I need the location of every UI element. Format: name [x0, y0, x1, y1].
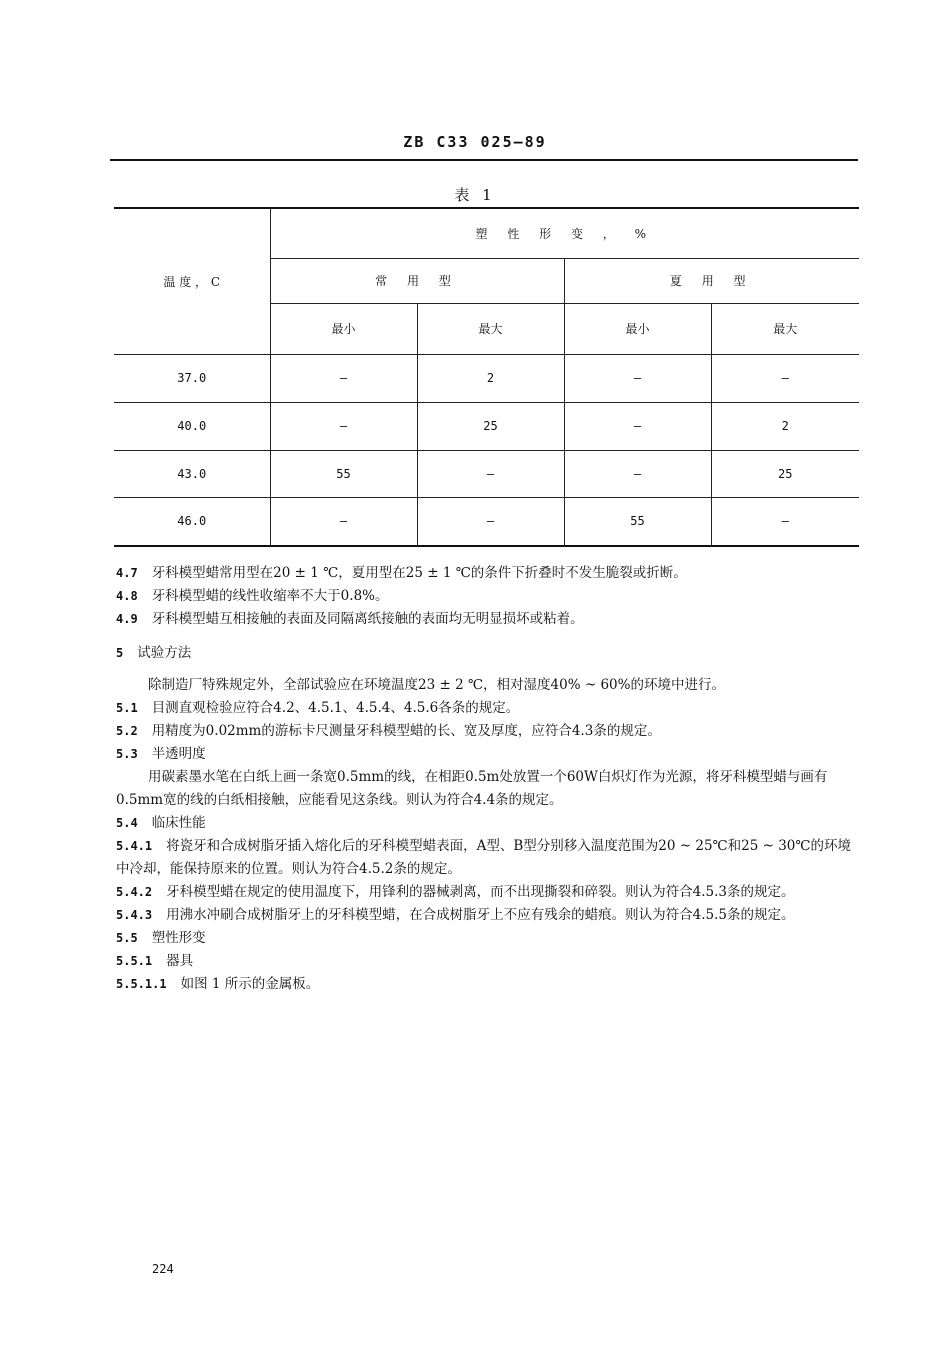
- temperature-cell: 37.0: [114, 354, 270, 402]
- clause-text: 用沸水冲刷合成树脂牙上的牙科模型蜡，在合成树脂牙上不应有残余的蜡痕。则认为符合4.5.5条的规定。: [166, 907, 795, 923]
- clause-number: 5.4.1: [116, 839, 153, 853]
- table-row: [114, 354, 859, 402]
- clause-5-1: [116, 697, 864, 720]
- clause-number: 4.8: [116, 589, 138, 603]
- clause-title: 塑性形变: [151, 930, 206, 946]
- clause-5-2: [116, 720, 864, 743]
- temperature-cell: 40.0: [114, 402, 270, 450]
- clause-text: 将瓷牙和合成树脂牙插入熔化后的牙科模型蜡表面，A型、B型分别移入温度范围为20 ~ 25℃和25 ~ 30℃的环境中冷却，能保持原来的位置。则认为符合4.5.2条的规定。: [116, 838, 851, 877]
- table-row: [114, 450, 859, 497]
- value-cell: —: [564, 402, 711, 450]
- clause-text: 目测直观检验应符合4.2、4.5.1、4.5.4、4.5.6各条的规定。: [151, 700, 520, 716]
- clause-4-9: [116, 608, 864, 631]
- clause-text: 如图 1 所示的金属板。: [180, 976, 320, 992]
- summer-type-header: 夏 用 型: [564, 258, 859, 303]
- value-cell: 55: [270, 450, 417, 497]
- clause-5-4-2: [116, 881, 864, 904]
- value-cell: —: [270, 402, 417, 450]
- standard-code-header: ZB C33 025—89: [403, 133, 547, 151]
- clause-4-7: [116, 562, 864, 585]
- clause-5-3-text: 用碳素墨水笔在白纸上画一条宽0.5mm的线，在相距0.5m处放置一个60W白炽灯作为光源，将牙科模型蜡与画有0.5mm宽的线的白纸相接触，应能看见这条线。则认为符合4.4条的规定。: [116, 769, 828, 808]
- plastic-deformation-header: 塑 性 形 变 ， %: [270, 208, 859, 258]
- page-number: 224: [152, 1262, 174, 1276]
- value-cell: —: [270, 497, 417, 546]
- clause-5-5-1: [116, 950, 864, 973]
- table-row: [114, 402, 859, 450]
- clause-5-3: [116, 743, 864, 766]
- clause-5-5-1-1: [116, 973, 864, 996]
- clause-5-4-3: [116, 904, 864, 927]
- table-caption: 表 1: [454, 186, 496, 204]
- clause-number: 4.7: [116, 566, 138, 580]
- temperature-cell: 46.0: [114, 497, 270, 546]
- value-cell: —: [564, 354, 711, 402]
- section-number: 5: [116, 646, 124, 660]
- clause-text: 牙科模型蜡在规定的使用温度下，用锋利的器械剥离，而不出现撕裂和碎裂。则认为符合4.5.3条的规定。: [166, 884, 795, 900]
- clause-4-8: [116, 585, 864, 608]
- clause-number: 5.2: [116, 724, 138, 738]
- value-cell: —: [270, 354, 417, 402]
- clause-5-4-1: [116, 835, 864, 881]
- section-5-heading: [116, 642, 864, 665]
- clause-number: 5.5.1.1: [116, 977, 167, 991]
- col-header-max: 最大: [711, 303, 859, 354]
- value-cell: —: [417, 450, 564, 497]
- value-cell: 25: [711, 450, 859, 497]
- clause-number: 5.1: [116, 701, 138, 715]
- value-cell: —: [564, 450, 711, 497]
- body-text: [116, 562, 864, 996]
- clause-title: 器具: [166, 953, 194, 969]
- section-5-intro: 除制造厂特殊规定外，全部试验应在环境温度23 ± 2 ℃，相对湿度40% ~ 60%的环境中进行。: [148, 677, 725, 693]
- clause-number: 5.4.2: [116, 885, 153, 899]
- value-cell: 2: [711, 402, 859, 450]
- clause-text: 牙科模型蜡的线性收缩率不大于0.8%。: [151, 588, 389, 604]
- value-cell: 2: [417, 354, 564, 402]
- clause-5-5: [116, 927, 864, 950]
- clause-number: 5.4.3: [116, 908, 153, 922]
- value-cell: 55: [564, 497, 711, 546]
- clause-number: 5.5.1: [116, 954, 153, 968]
- clause-text: 用精度为0.02mm的游标卡尺测量牙科模型蜡的长、宽及厚度，应符合4.3条的规定。: [151, 723, 661, 739]
- clause-text: 牙科模型蜡常用型在20 ± 1 ℃，夏用型在25 ± 1 ℃的条件下折叠时不发生脆裂或折断。: [151, 565, 687, 581]
- col-header-min: 最小: [270, 303, 417, 354]
- clause-number: 4.9: [116, 612, 138, 626]
- clause-5-4: [116, 812, 864, 835]
- value-cell: —: [711, 354, 859, 402]
- temperature-cell: 43.0: [114, 450, 270, 497]
- clause-number: 5.3: [116, 747, 138, 761]
- value-cell: —: [417, 497, 564, 546]
- table-row: [114, 497, 859, 546]
- col-header-min: 最小: [564, 303, 711, 354]
- col-header-max: 最大: [417, 303, 564, 354]
- plastic-deformation-table: [114, 207, 859, 547]
- section-title: 试验方法: [137, 645, 192, 661]
- clause-title: 半透明度: [151, 746, 206, 762]
- temperature-header: 温 度 ， C: [114, 208, 270, 354]
- regular-type-header: 常 用 型: [270, 258, 564, 303]
- clause-text: 牙科模型蜡互相接触的表面及同隔离纸接触的表面均无明显损坏或粘着。: [151, 611, 584, 627]
- clause-title: 临床性能: [151, 815, 206, 831]
- value-cell: 25: [417, 402, 564, 450]
- header-rule: [110, 159, 858, 161]
- value-cell: —: [711, 497, 859, 546]
- clause-number: 5.4: [116, 816, 138, 830]
- clause-number: 5.5: [116, 931, 138, 945]
